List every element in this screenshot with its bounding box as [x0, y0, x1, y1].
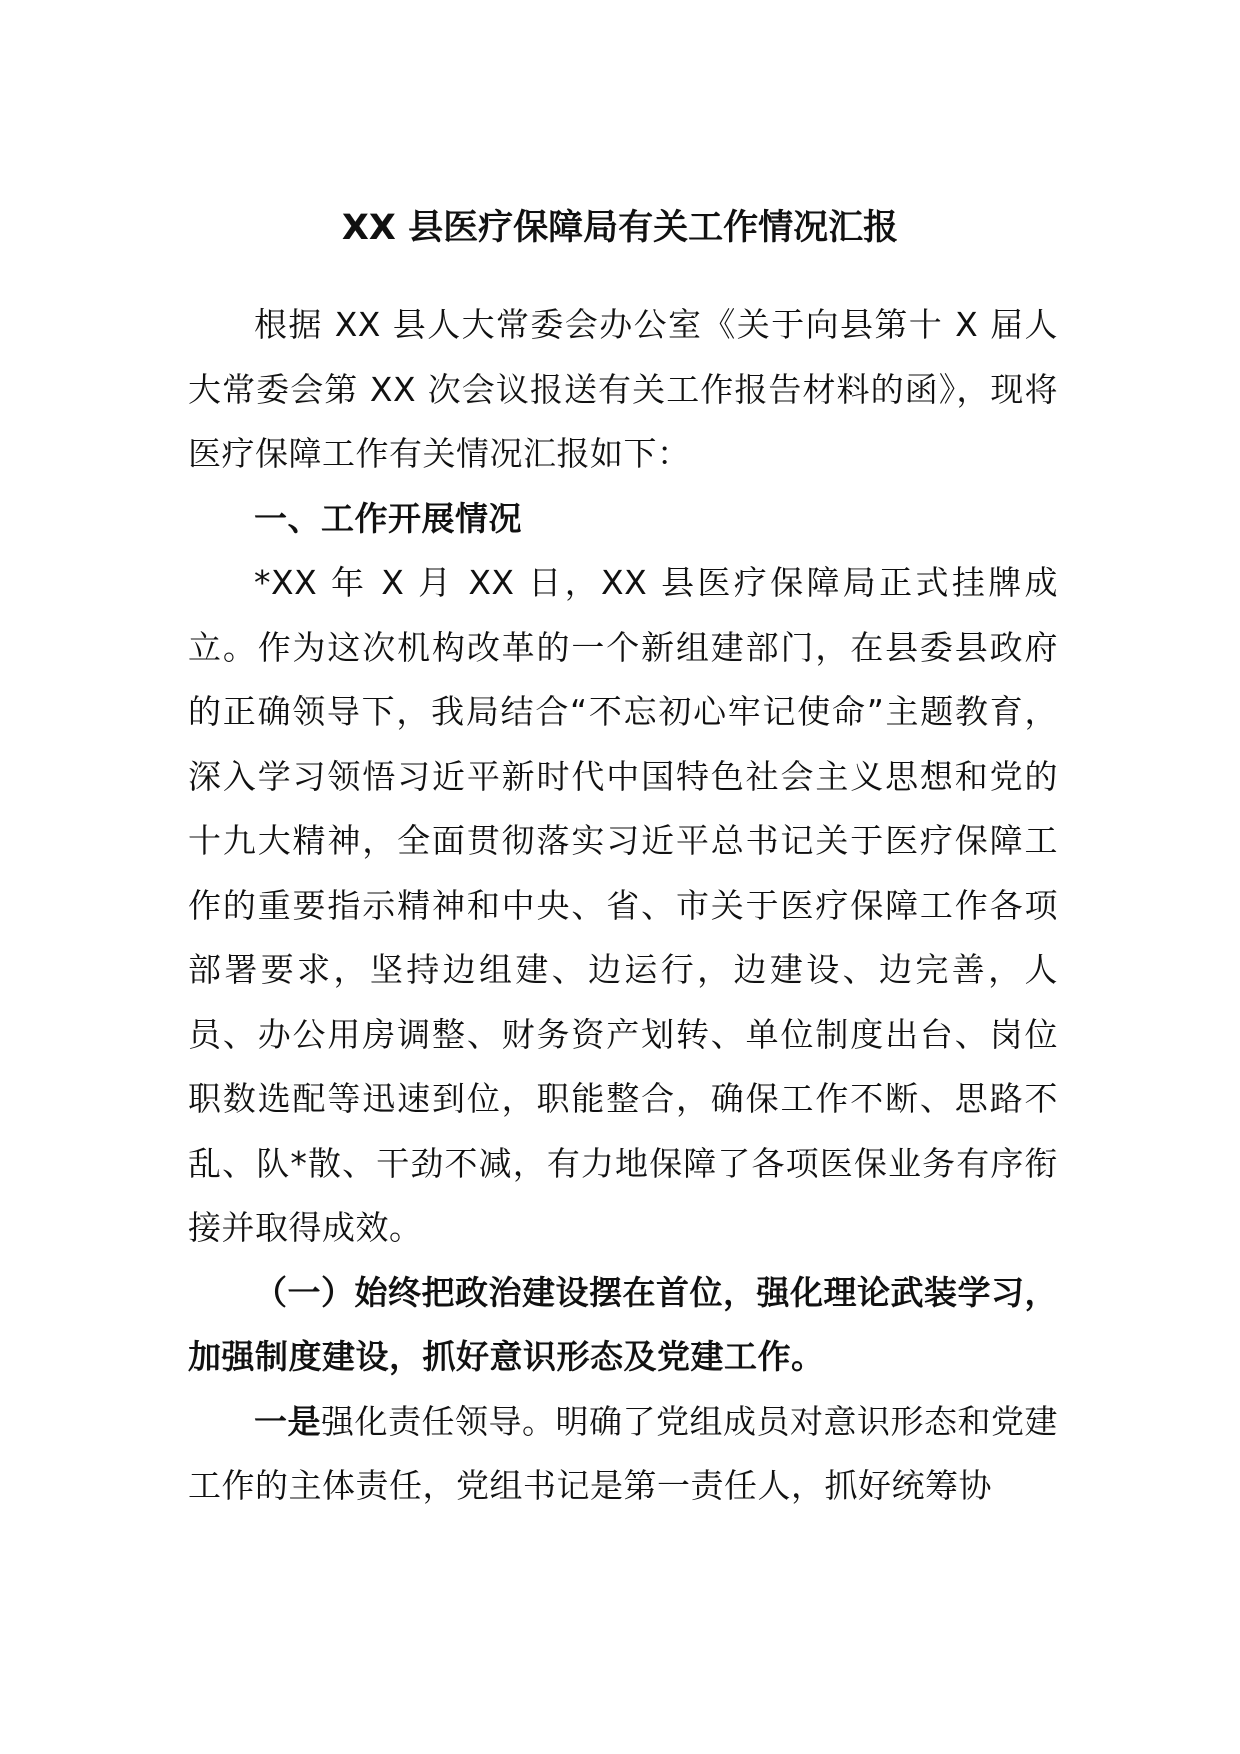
point-paragraph [188, 1390, 1058, 1519]
intro-paragraph: 根据 XX 县人大常委会办公室《关于向县第十 X 届人大常委会第 XX 次会议报送有关工作报告材料的函》，现将医疗保障工作有关情况汇报如下： [188, 305, 1058, 473]
point-body: 强化责任领导。明确了党组成员对意识形态和党建工作的主体责任，党组书记是第一责任人，抓好统筹协 [188, 1401, 1058, 1505]
section-heading: 一、工作开展情况 [254, 498, 522, 538]
subsection-heading: （一）始终把政治建设摆在首位，强化理论武装学习，加强制度建设，抓好意识形态及党建工作。 [188, 1272, 1058, 1376]
point-lead: 一是 [254, 1401, 321, 1441]
document-title: XX 县医疗保障局有关工作情况汇报 [341, 208, 899, 248]
document-body [188, 293, 1058, 1519]
section-body-paragraph: *XX 年 X 月 XX 日，XX 县医疗保障局正式挂牌成立。作为这次机构改革的一个新组建部门，在县委县政府的正确领导下，我局结合“不忘初心牢记使命”主题教育，深入学习领悟习近平新时代中国特色社会主义思想和党的十九大精神，全面贯彻落实习近平总书记关于医疗保障工作的重要指示精神和中央、省、市关于医疗保障工作各项部署要求，坚持边组建、边运行，边建设、边完善，人员、办公用房调整、财务资产划转、单位制度出台、岗位职数选配等迅速到位，职能整合，确保工作不断、思路不乱、队*散、干劲不减，有力地保障了各项医保业务有序衔接并取得成效。 [188, 563, 1058, 1247]
